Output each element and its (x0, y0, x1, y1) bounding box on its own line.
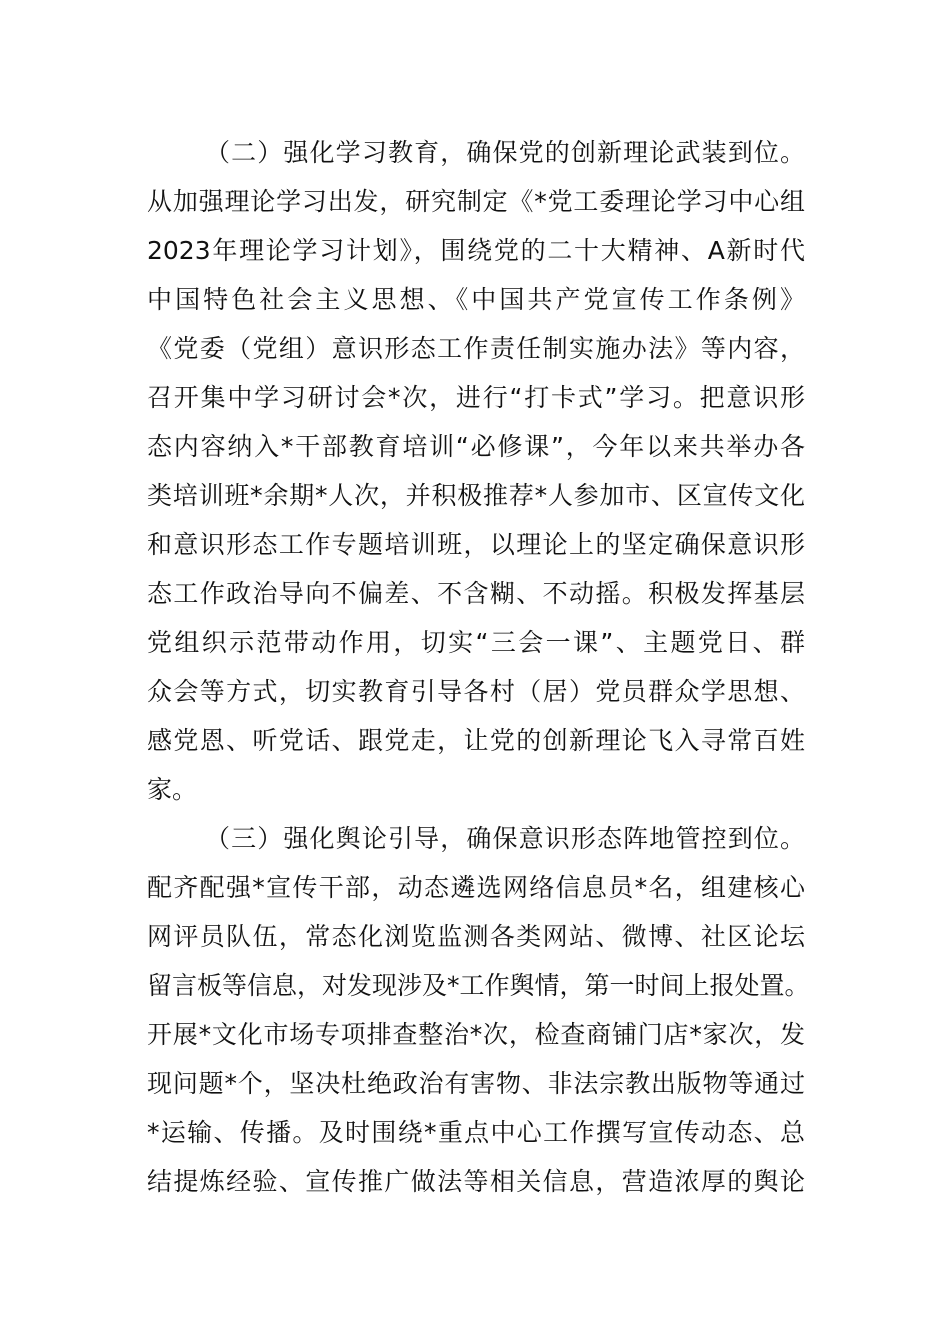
paragraph-line: 态工作政治导向不偏差、不含糊、不动摇。积极发挥基层 (147, 579, 805, 608)
paragraph-line: 开展*文化市场专项排查整治*次，检查商铺门店*家次，发 (147, 1020, 805, 1049)
paragraph-line: 召开集中学习研讨会*次，进行“打卡式”学习。把意识形 (147, 383, 805, 412)
paragraph-line: 党组织示范带动作用，切实“三会一课”、主题党日、群 (147, 628, 805, 657)
paragraph-line: 现问题*个，坚决杜绝政治有害物、非法宗教出版物等通过 (147, 1069, 805, 1098)
paragraph-line: 中国特色社会主义思想、《中国共产党宣传工作条例》 (147, 285, 805, 314)
paragraph-line: 2023年理论学习计划》，围绕党的二十大精神、A新时代 (147, 236, 805, 265)
paragraph-line: 《党委（党组）意识形态工作责任制实施办法》等内容， (147, 334, 805, 363)
paragraph-line: 从加强理论学习出发，研究制定《*党工委理论学习中心组 (147, 187, 805, 216)
paragraph-line: 留言板等信息，对发现涉及*工作舆情，第一时间上报处置。 (147, 971, 810, 1000)
paragraph-line: 众会等方式，切实教育引导各村（居）党员群众学思想、 (147, 677, 805, 706)
section-heading: （二）强化学习教育，确保党的创新理论武装到位。 (205, 138, 805, 167)
paragraph-line: 和意识形态工作专题培训班，以理论上的坚定确保意识形 (147, 530, 805, 559)
paragraph-line: 结提炼经验、宣传推广做法等相关信息，营造浓厚的舆论 (147, 1167, 805, 1196)
paragraph-line: *运输、传播。及时围绕*重点中心工作撰写宣传动态、总 (147, 1118, 805, 1147)
section-heading: （三）强化舆论引导，确保意识形态阵地管控到位。 (205, 824, 805, 853)
paragraph-line: 家。 (147, 775, 198, 804)
paragraph-line: 配齐配强*宣传干部，动态遴选网络信息员*名，组建核心 (147, 873, 805, 902)
paragraph-line: 感党恩、听党话、跟党走，让党的创新理论飞入寻常百姓 (147, 726, 805, 755)
paragraph-line: 类培训班*余期*人次，并积极推荐*人参加市、区宣传文化 (147, 481, 805, 510)
document-body (147, 128, 810, 1206)
paragraph-line: 态内容纳入*干部教育培训“必修课”，今年以来共举办各 (147, 432, 805, 461)
paragraph-line: 网评员队伍，常态化浏览监测各类网站、微博、社区论坛 (147, 922, 805, 951)
